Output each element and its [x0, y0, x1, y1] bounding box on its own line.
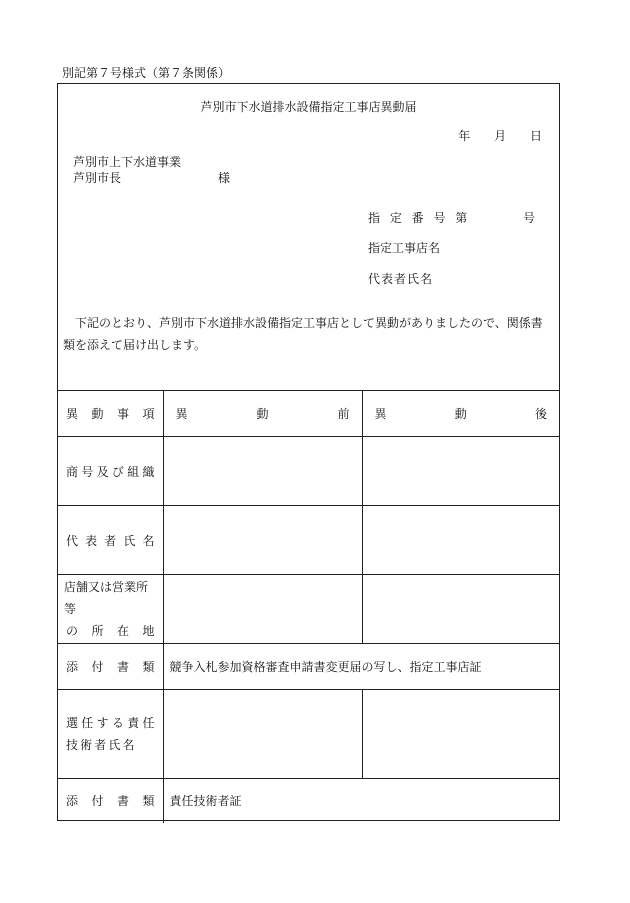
label-char: 表 — [85, 533, 98, 548]
designation-number-label: 指 定 番 号 第 — [368, 211, 471, 225]
table-row — [58, 690, 559, 779]
header-before-cell — [163, 391, 362, 437]
form-frame — [57, 83, 560, 821]
location-before-cell[interactable] — [163, 575, 362, 644]
form-number-label: 別記第７号様式（第７条関係） — [62, 66, 231, 80]
trade-name-label — [64, 463, 157, 480]
header-item-char: 項 — [142, 407, 155, 421]
label-char: 号 — [81, 464, 94, 479]
location-after-cell[interactable] — [362, 575, 559, 644]
location-label-line1: 店舗又は営業所等 — [64, 580, 149, 616]
label-char: 名 — [142, 533, 155, 548]
header-item-label — [64, 405, 157, 422]
attachment2-label — [64, 792, 157, 809]
header-before-label — [170, 405, 356, 422]
label-char: 氏 — [108, 738, 121, 752]
date-day: 日 — [529, 129, 542, 143]
label-char: 地 — [142, 624, 155, 638]
table-row — [58, 779, 559, 823]
label-char: び — [111, 464, 124, 479]
header-before-char: 異 — [175, 407, 188, 421]
form-header-area — [58, 84, 559, 390]
header-before-char: 動 — [256, 407, 269, 421]
contractor-name-label: 指定工事店名 — [368, 241, 441, 255]
date-line — [438, 127, 542, 144]
attachment1-value: 競争入札参加資格審査申請書変更届の写し、指定工事店証 — [163, 644, 559, 690]
representative-after-cell[interactable] — [362, 506, 559, 575]
row-label-engineer — [58, 690, 163, 779]
engineer-after-cell[interactable] — [362, 690, 559, 779]
row-label-location — [58, 575, 163, 644]
table-row — [58, 575, 559, 644]
row-label-attachment-1 — [58, 644, 163, 690]
representative-label — [64, 532, 157, 549]
label-char: る — [111, 716, 124, 730]
label-char: 組 — [127, 464, 140, 479]
header-after-char: 動 — [454, 407, 467, 421]
table-row — [58, 506, 559, 575]
label-char: 付 — [91, 794, 104, 809]
row-label-representative — [58, 506, 163, 575]
row-label-trade-name — [58, 437, 163, 506]
label-char: 及 — [96, 464, 109, 479]
table-header-row — [58, 391, 559, 437]
table-row — [58, 437, 559, 506]
engineer-label-line1 — [64, 712, 157, 734]
trade-name-before-cell[interactable] — [163, 437, 362, 506]
label-char: 者 — [94, 738, 107, 752]
label-char: 書 — [116, 660, 129, 674]
label-char: 書 — [116, 794, 129, 809]
label-char: 名 — [122, 738, 135, 752]
header-item-char: 事 — [116, 407, 129, 421]
label-char: の — [66, 624, 79, 638]
label-char: 類 — [142, 660, 155, 674]
header-item-cell — [58, 391, 163, 437]
attachment1-label — [64, 658, 157, 675]
label-char: 責 — [127, 716, 140, 730]
label-char: す — [96, 716, 109, 730]
label-char: 織 — [142, 464, 155, 479]
location-label-line2 — [64, 620, 157, 642]
label-char: 付 — [91, 660, 104, 674]
label-char: 技 — [66, 738, 79, 752]
table-row — [58, 644, 559, 690]
label-char: 選 — [66, 716, 79, 730]
notice-text: 下記のとおり、芦別市下水道排水設備指定工事店として異動がありましたので、関係書類を添えて届け出します。 — [63, 316, 543, 352]
representative-before-cell[interactable] — [163, 506, 362, 575]
label-char: 添 — [66, 794, 79, 809]
header-after-cell — [362, 391, 559, 437]
date-year: 年 — [458, 129, 471, 143]
label-char: 添 — [66, 660, 79, 674]
header-item-char: 異 — [66, 407, 79, 421]
form-title: 芦別市下水道排水設備指定工事店異動届 — [200, 100, 417, 114]
label-char: 所 — [91, 624, 104, 638]
label-char: 在 — [116, 624, 129, 638]
label-char: 商 — [66, 464, 79, 479]
row-label-attachment-2 — [58, 779, 163, 823]
change-table — [58, 390, 559, 823]
addressee-line2: 芦別市長 — [73, 171, 122, 185]
addressee-honorific: 様 — [218, 171, 231, 185]
header-item-char: 動 — [91, 407, 104, 421]
representative-name-label: 代表者氏名 — [368, 272, 434, 286]
header-after-label — [369, 405, 554, 422]
label-char: 任 — [142, 716, 155, 730]
date-month: 月 — [494, 129, 507, 143]
attachment2-value: 責任技術者証 — [163, 779, 559, 823]
label-char: 氏 — [123, 533, 136, 548]
engineer-before-cell[interactable] — [163, 690, 362, 779]
header-after-char: 後 — [534, 407, 547, 421]
label-char: 類 — [142, 794, 155, 809]
label-char: 術 — [80, 738, 93, 752]
designation-number-suffix: 号 — [523, 211, 536, 225]
engineer-label-line2 — [64, 734, 157, 756]
label-char: 代 — [66, 533, 79, 548]
header-before-char: 前 — [337, 407, 350, 421]
header-after-char: 異 — [374, 407, 387, 421]
trade-name-after-cell[interactable] — [362, 437, 559, 506]
label-char: 者 — [104, 533, 117, 548]
label-char: 任 — [81, 716, 94, 730]
addressee-line1: 芦別市上下水道事業 — [73, 155, 182, 169]
